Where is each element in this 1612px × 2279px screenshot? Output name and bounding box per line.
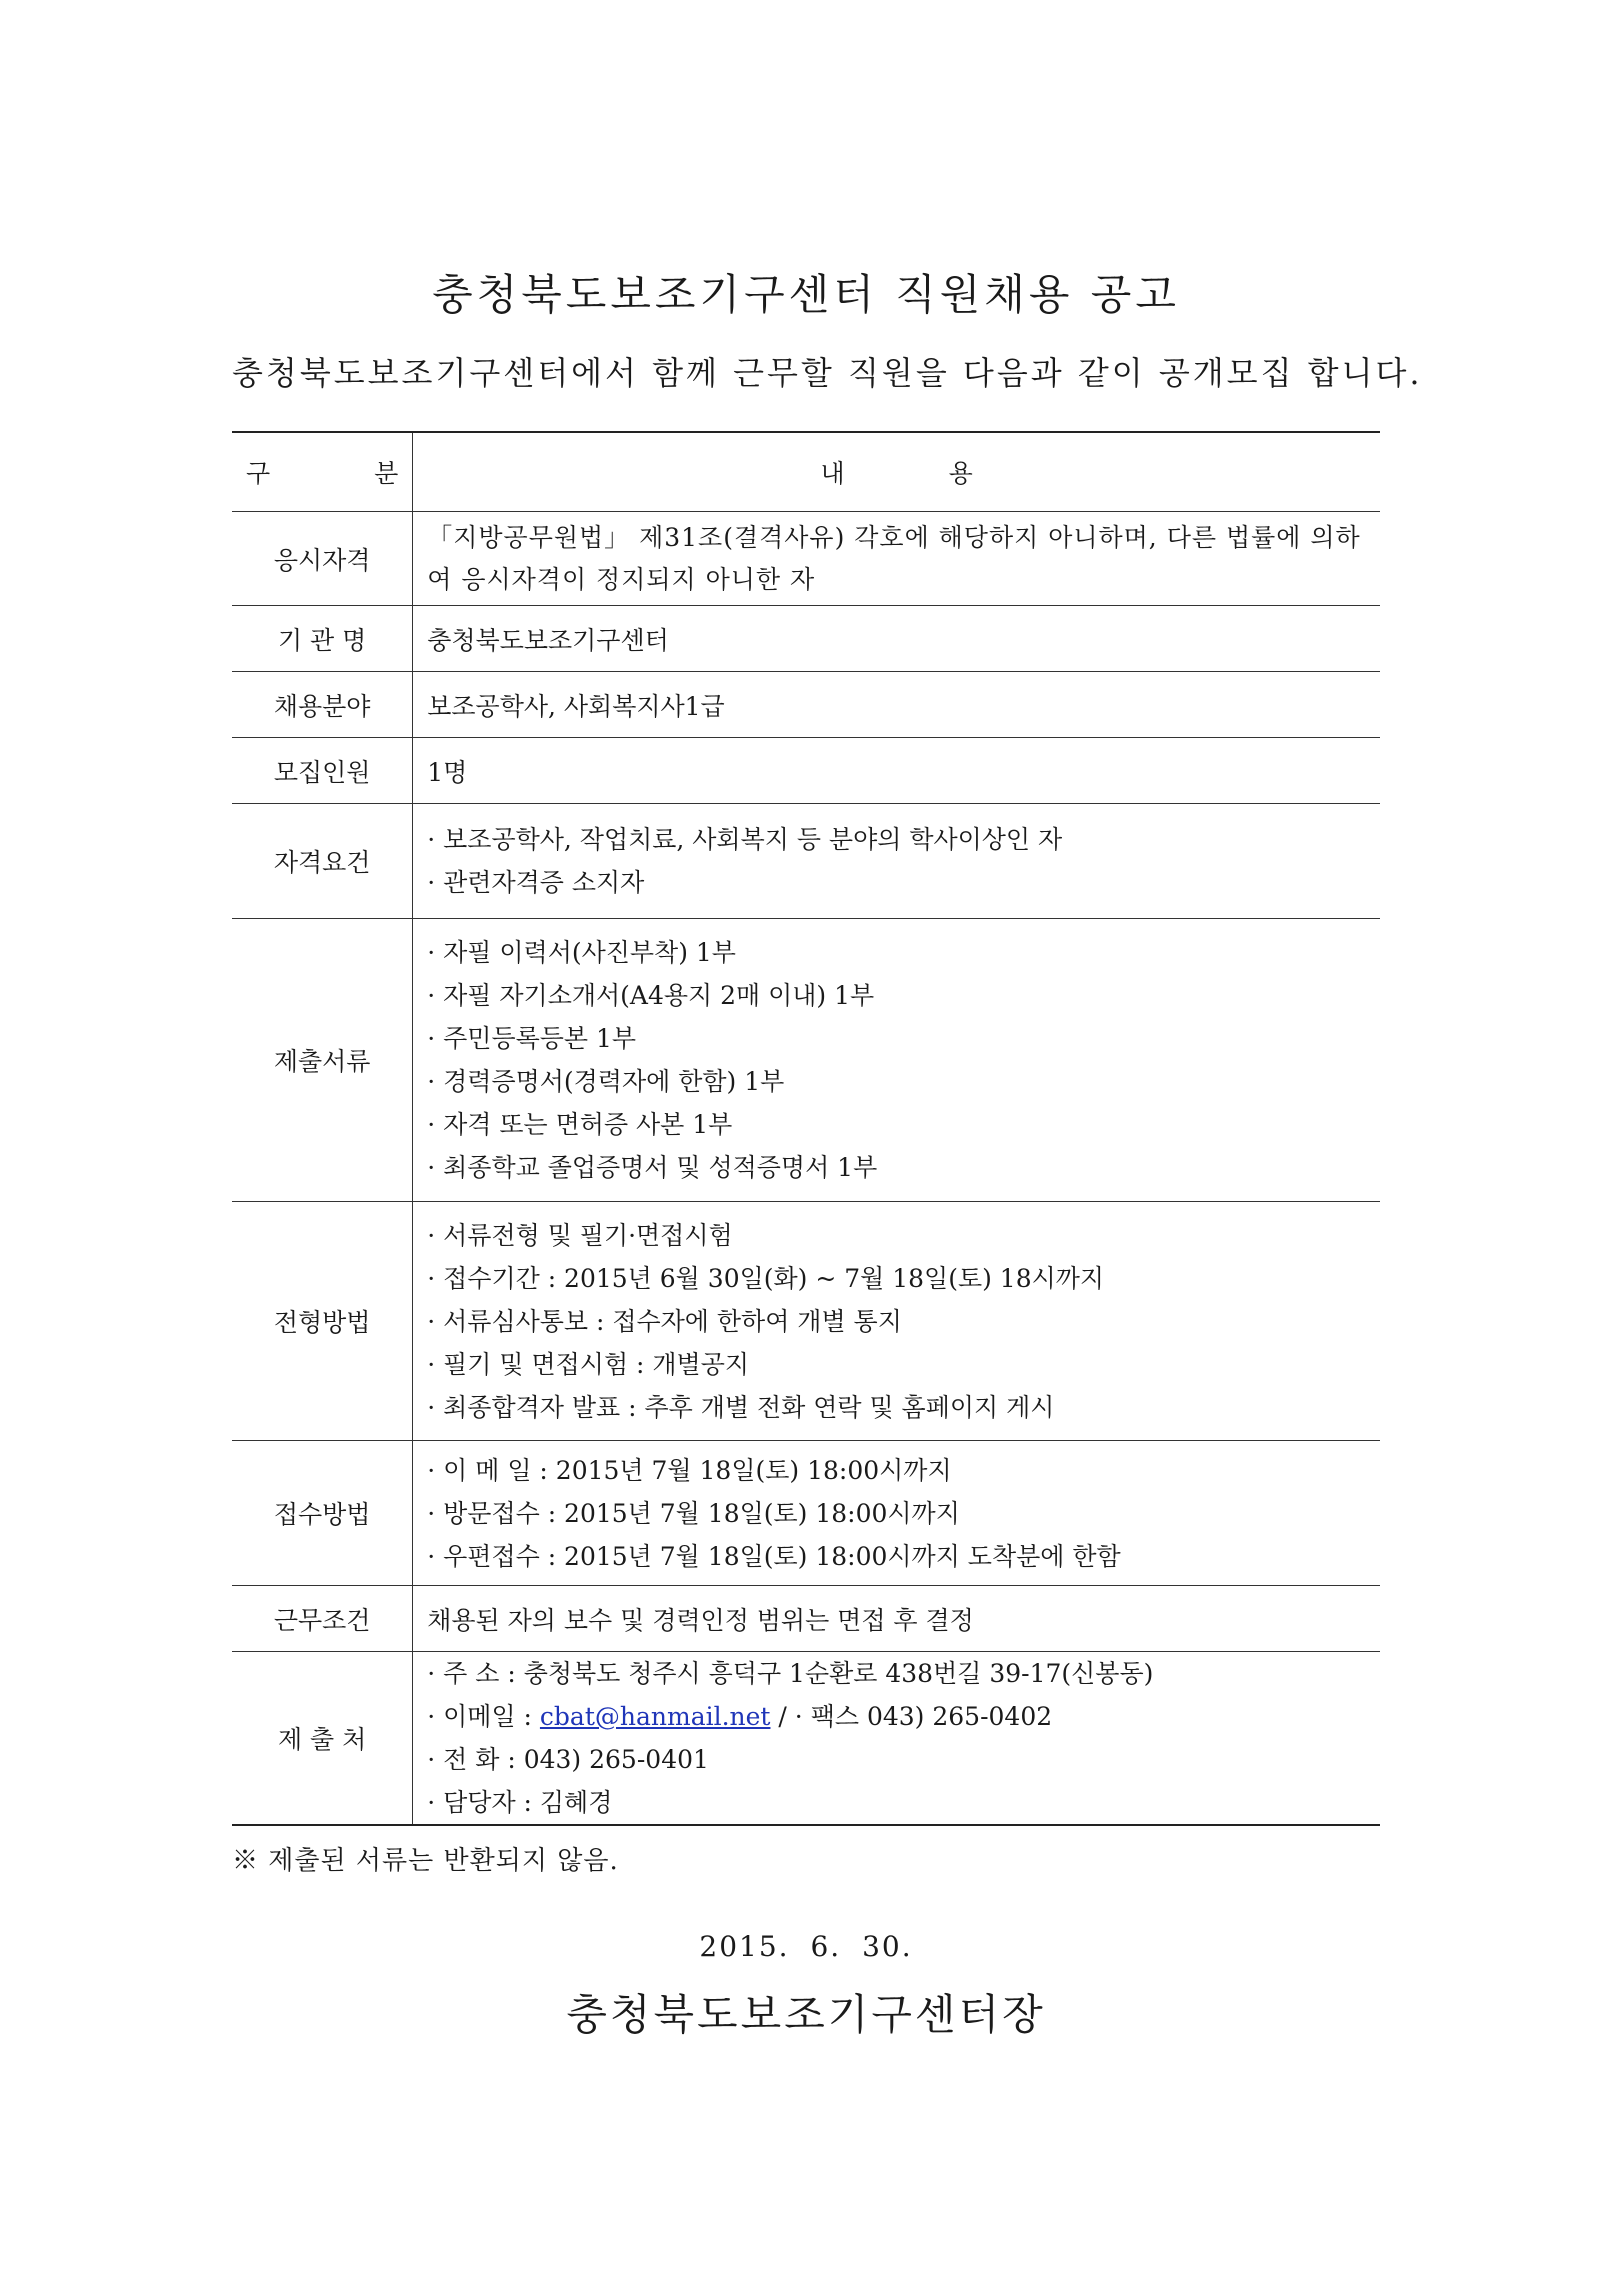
table-row-submission xyxy=(232,1652,1380,1826)
intro-sentence: 충청북도보조기구센터에서 함께 근무할 직원을 다음과 같이 공개모집 합니다. xyxy=(232,354,1423,392)
list-item: · 필기 및 면접시험 : 개별공지 xyxy=(427,1349,750,1379)
row-label: 제출서류 xyxy=(232,919,413,1202)
email-prefix: · 이메일 : xyxy=(427,1702,540,1731)
row-label: 채용분야 xyxy=(232,672,413,738)
phone-line: · 전 화 : 043) 265-0401 xyxy=(427,1745,709,1774)
email-line xyxy=(427,1695,1366,1738)
address-line: · 주 소 : 충청북도 청주시 흥덕구 1순환로 438번길 39-17(신봉동) xyxy=(427,1659,1154,1688)
table-row-organization xyxy=(232,606,1380,672)
row-label: 전형방법 xyxy=(232,1202,413,1441)
fax-text: / · 팩스 043) 265-0402 xyxy=(770,1702,1053,1731)
list-item: · 서류전형 및 필기·면접시험 xyxy=(427,1220,733,1250)
list-item: · 최종학교 졸업증명서 및 성적증명서 1부 xyxy=(427,1153,878,1182)
table-row-selection xyxy=(232,1202,1380,1441)
list-item: · 관련자격증 소지자 xyxy=(427,868,645,897)
list-item: · 자격 또는 면허증 사본 1부 xyxy=(427,1110,733,1139)
row-content xyxy=(413,1441,1380,1586)
list-item: · 서류심사통보 : 접수자에 한하여 개별 통지 xyxy=(427,1306,902,1336)
row-content xyxy=(413,1202,1380,1441)
header-content: 내 용 xyxy=(820,459,1021,488)
list-item: · 자필 이력서(사진부착) 1부 xyxy=(427,938,736,967)
contact-line: · 담당자 : 김혜경 xyxy=(427,1788,613,1817)
header-content-cell xyxy=(413,432,1380,512)
row-label: 제 출 처 xyxy=(232,1652,413,1826)
table-row-documents xyxy=(232,919,1380,1202)
issuer-signature: 충청북도보조기구센터장 xyxy=(566,1990,1046,2039)
table-header-row xyxy=(232,432,1380,512)
row-content: 채용된 자의 보수 및 경력인정 범위는 면접 후 결정 xyxy=(413,1586,1380,1652)
row-paragraph: 「지방공무원법」 제31조(결격사유) 각호에 해당하지 아니하며, 다른 법률에 의하여 응시자격이 정지되지 아니한 자 xyxy=(427,522,1361,594)
table-row-requirements xyxy=(232,804,1380,919)
notice-footnote: ※ 제출된 서류는 반환되지 않음. xyxy=(232,1846,619,1876)
row-label: 자격요건 xyxy=(232,804,413,919)
row-content xyxy=(413,512,1380,606)
list-item: · 우편접수 : 2015년 7월 18일(토) 18:00시까지 도착분에 한함 xyxy=(427,1541,1121,1571)
table-row-qualification xyxy=(232,512,1380,606)
list-item: · 보조공학사, 작업치료, 사회복지 등 분야의 학사이상인 자 xyxy=(427,825,1063,854)
row-label: 근무조건 xyxy=(232,1586,413,1652)
notice-title: 충청북도보조기구센터 직원채용 공고 xyxy=(432,270,1180,319)
row-content xyxy=(413,1652,1380,1826)
list-item: · 접수기간 : 2015년 6월 30일(화) ~ 7월 18일(토) 18시까지 xyxy=(427,1263,1105,1293)
row-content: 보조공학사, 사회복지사1급 xyxy=(413,672,1380,738)
row-content xyxy=(413,804,1380,919)
email-link[interactable]: cbat@hanmail.net xyxy=(539,1702,771,1731)
list-item: · 자필 자기소개서(A4용지 2매 이내) 1부 xyxy=(427,981,875,1010)
header-label-cell xyxy=(232,432,447,512)
table-row-headcount xyxy=(232,738,1380,804)
list-item: · 이 메 일 : 2015년 7월 18일(토) 18:00시까지 xyxy=(427,1455,952,1485)
list-item: · 방문접수 : 2015년 7월 18일(토) 18:00시까지 xyxy=(427,1498,960,1528)
row-label: 모집인원 xyxy=(232,738,413,804)
row-label: 응시자격 xyxy=(232,512,413,606)
row-content: 1명 xyxy=(413,738,1380,804)
list-item: · 최종합격자 발표 : 추후 개별 전화 연락 및 홈페이지 게시 xyxy=(427,1392,1055,1422)
recruitment-table xyxy=(232,431,1380,1826)
table-row-field xyxy=(232,672,1380,738)
header-label: 구 분 xyxy=(246,459,447,488)
row-label: 기 관 명 xyxy=(232,606,413,672)
row-label: 접수방법 xyxy=(232,1441,413,1586)
list-item: · 주민등록등본 1부 xyxy=(427,1024,637,1053)
row-content xyxy=(413,919,1380,1202)
table-row-conditions xyxy=(232,1586,1380,1652)
list-item: · 경력증명서(경력자에 한함) 1부 xyxy=(427,1067,785,1096)
row-content: 충청북도보조기구센터 xyxy=(413,606,1380,672)
notice-date: 2015. 6. 30. xyxy=(699,1930,913,1963)
table-row-application xyxy=(232,1441,1380,1586)
